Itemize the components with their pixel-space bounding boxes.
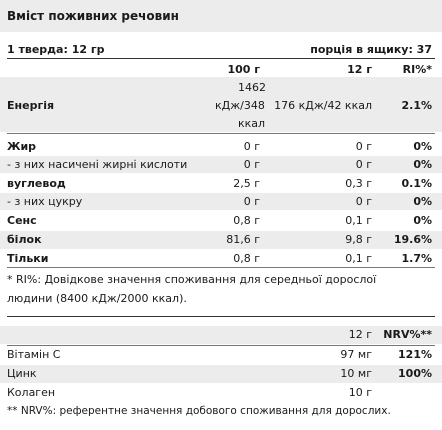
vitamin-nrv: 100% (398, 367, 432, 380)
nutrient-100g: 0 г (243, 195, 260, 208)
nutrient-label-fat: Жир (7, 140, 37, 153)
vitamin-header-band (0, 326, 442, 344)
nutrient-label-carbohydrate: вуглевод (7, 177, 66, 190)
vitamin-col-header-nrv: NRV%** (383, 328, 432, 341)
nutrient-100g: 2,5 г (233, 177, 260, 190)
vitamin-col-header-12g: 12 г (348, 328, 372, 341)
nutrient-100g: 0,8 г (233, 214, 260, 227)
divider (7, 345, 435, 346)
vitamin-label-zinc: Цинк (7, 367, 37, 380)
energy-100g-kj: 1462 (238, 81, 266, 94)
nutrient-100g: 0 г (243, 140, 260, 153)
col-header-ri: RI%* (402, 63, 432, 76)
nutrient-100g: 0 г (243, 158, 260, 171)
nutrient-ri: 0% (413, 195, 432, 208)
nutrient-12g: 0 г (355, 158, 372, 171)
vitamin-12g: 10 г (348, 386, 372, 399)
vitamin-nrv: 121% (398, 348, 432, 361)
nutrient-12g: 0,1 г (345, 214, 372, 227)
vitamin-label-collagen: Колаген (7, 386, 56, 399)
divider (7, 316, 435, 317)
vitamin-label-c: Вітамін С (7, 348, 61, 361)
nutrient-label-fibre: Сенс (7, 214, 37, 227)
nutrient-12g: 0 г (355, 195, 372, 208)
panel-title: Вміст поживних речовин (7, 9, 179, 23)
nutrient-label-saturated: - з них насичені жирні кислоти (7, 158, 188, 171)
nutrient-12g: 0,3 г (345, 177, 372, 190)
nutrient-ri: 0% (413, 140, 432, 153)
nutrient-ri: 0% (413, 214, 432, 227)
serving-size: 1 тверда: 12 гр (7, 43, 105, 56)
col-header-100g: 100 г (227, 63, 260, 76)
nutrient-ri: 0.1% (401, 177, 432, 190)
nutrient-ri: 1.7% (401, 252, 432, 265)
nutrient-12g: 9,8 г (345, 233, 372, 246)
nrv-footnote: ** NRV%: референтне значення добового споживання для дорослих. (7, 405, 391, 417)
ri-footnote: * RI%: Довідкове значення споживання для середньої дорослої (7, 273, 377, 286)
nutrient-100g: 0,8 г (233, 252, 260, 265)
nutrient-label-salt: Тільки (7, 252, 49, 265)
nutrient-ri: 19.6% (393, 233, 432, 246)
nutrient-ri: 0% (413, 158, 432, 171)
energy-100g-kcal: ккал (238, 117, 266, 130)
nutrient-100g: 81,6 г (226, 233, 260, 246)
divider (7, 267, 435, 268)
energy-100g-kj-kcal: кДж/348 (215, 99, 265, 112)
divider (7, 133, 435, 134)
col-header-12g: 12 г (347, 63, 372, 76)
row-band (0, 231, 442, 249)
divider (7, 58, 435, 59)
row-band (0, 365, 442, 383)
vitamin-12g: 10 мг (340, 367, 372, 380)
energy-12g: 176 кДж/42 ккал (274, 99, 372, 112)
nutrient-12g: 0 г (355, 140, 372, 153)
servings-per-pack: порція в ящику: 37 (310, 43, 432, 56)
energy-ri: 2.1% (401, 99, 432, 112)
energy-label: Енергія (7, 99, 55, 112)
nutrient-label-sugars: - з них цукру (7, 195, 83, 208)
nutrient-12g: 0,1 г (345, 252, 372, 265)
nutrient-label-protein: білок (7, 233, 42, 246)
vitamin-12g: 97 мг (340, 348, 372, 361)
ri-footnote-cont: людини (8400 кДж/2000 ккал). (7, 292, 187, 305)
